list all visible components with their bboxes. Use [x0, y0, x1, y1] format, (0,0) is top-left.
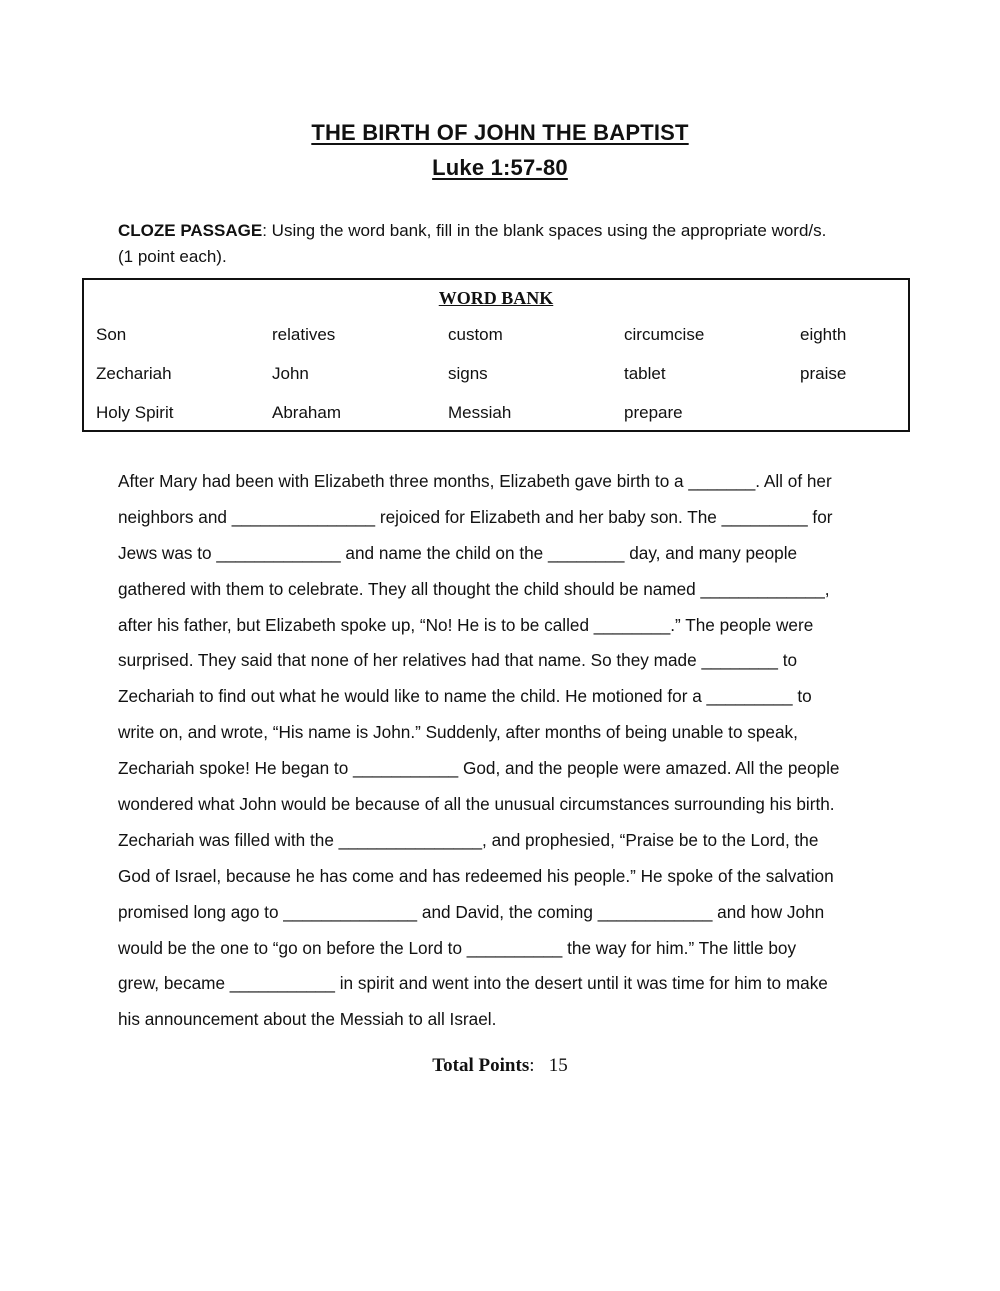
passage-line: wondered what John would be because of all the unusual circumstances surrounding his birth. [118, 794, 835, 815]
word-bank-word: Messiah [448, 403, 512, 422]
word-bank-word: signs [448, 364, 488, 383]
passage-line: write on, and wrote, “His name is John.” Suddenly, after months of being unable to speak, [118, 722, 798, 743]
passage-line: Jews was to _____________ and name the child on the ________ day, and many people [118, 542, 798, 563]
passage-line: neighbors and _______________ rejoiced for Elizabeth and her baby son. The _________ for [118, 506, 833, 527]
word-bank-word: eighth [800, 325, 847, 344]
word-bank-word: Son [96, 325, 127, 344]
word-bank-word: Holy Spirit [96, 403, 174, 422]
total-points-label: Total Points [432, 1055, 530, 1076]
passage-line: grew, became ___________ in spirit and went into the desert until it was time for him to make [118, 973, 828, 994]
passage-line: surprised. They said that none of her relatives had that name. So they made ________ to [118, 650, 798, 671]
word-bank-word: John [272, 364, 309, 383]
instructions-label: CLOZE PASSAGE [118, 221, 263, 240]
instructions-points: (1 point each). [118, 247, 227, 266]
word-bank-word [800, 403, 976, 427]
cloze-passage [118, 466, 888, 1040]
word-bank-row [96, 403, 976, 427]
word-bank-row [96, 325, 976, 349]
passage-line: Zechariah spoke! He began to ___________ God, and the people were amazed. All the people [118, 758, 840, 779]
passage-line: Zechariah to find out what he would like to name the child. He motioned for a _________ to [118, 686, 812, 707]
word-bank-word: custom [448, 325, 503, 344]
scripture-reference: Luke 1:57-80 [432, 155, 568, 180]
word-bank-word: relatives [272, 325, 336, 344]
passage-line: gathered with them to celebrate. They all thought the child should be named _____________, [118, 578, 830, 599]
word-bank-word: praise [800, 364, 847, 383]
word-bank-title: WORD BANK [438, 288, 554, 308]
instructions-text: Using the word bank, fill in the blank spaces using the appropriate word/s. [266, 221, 827, 240]
word-bank-word: circumcise [624, 325, 705, 344]
total-points [0, 1055, 1000, 1077]
passage-line: After Mary had been with Elizabeth three months, Elizabeth gave birth to a _______. All of her [118, 471, 832, 491]
total-points-colon: : [529, 1055, 535, 1076]
passage-line: Zechariah was filled with the _______________, and prophesied, “Praise be to the Lord, the [118, 829, 819, 850]
instructions [118, 218, 878, 270]
word-bank-word: prepare [624, 403, 683, 422]
passage-line: promised long ago to ______________ and David, the coming ____________ and how John [118, 901, 825, 922]
passage-line: would be the one to “go on before the Lord to __________ the way for him.” The little boy [118, 937, 797, 958]
passage-line: after his father, but Elizabeth spoke up, “No! He is to be called ________.” The people were [118, 614, 814, 635]
total-points-value: 15 [548, 1055, 568, 1076]
word-bank-word: tablet [624, 364, 666, 383]
passage-line: his announcement about the Messiah to all Israel. [118, 1009, 497, 1030]
word-bank-box [82, 278, 910, 432]
word-bank-word: Abraham [272, 403, 341, 422]
passage-line: God of Israel, because he has come and has redeemed his people.” He spoke of the salvation [118, 865, 834, 886]
word-bank-row [96, 364, 976, 388]
instructions-colon: : [262, 221, 267, 240]
word-bank-word: Zechariah [96, 364, 172, 383]
page-title: THE BIRTH OF JOHN THE BAPTIST [311, 120, 689, 145]
